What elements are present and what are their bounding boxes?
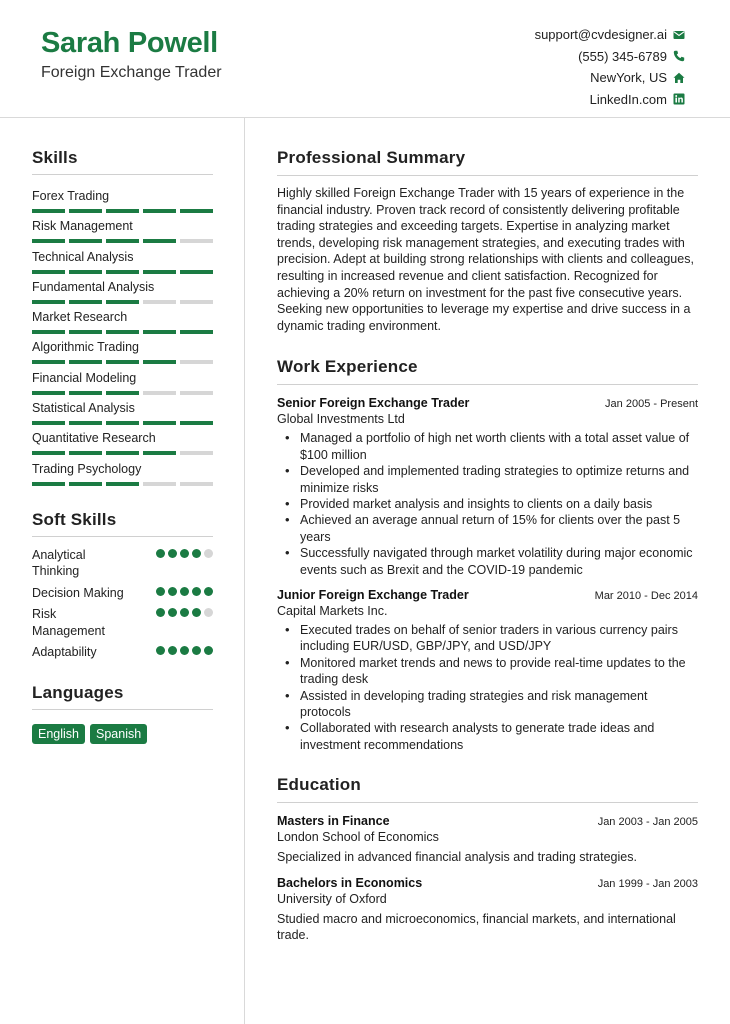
soft-skill-rating [156, 608, 213, 617]
skill-level-segment [69, 300, 102, 304]
phone-icon [673, 50, 685, 62]
rating-dot [180, 646, 189, 655]
rating-dot [156, 608, 165, 617]
rating-dot [192, 608, 201, 617]
education-list [277, 814, 698, 943]
column-divider [244, 118, 245, 1024]
soft-skill-name: Risk Management [32, 607, 105, 638]
job-bullet: • Achieved an average annual return of 15% for clients over the past 5 years [285, 512, 698, 545]
language-badge: Spanish [90, 724, 147, 744]
skill-item [32, 365, 213, 395]
contact-info [535, 24, 685, 110]
contact-email-text[interactable]: support@cvdesigner.ai [534, 27, 667, 43]
skill-level-segment [106, 239, 139, 243]
skill-level-segment [180, 421, 213, 425]
education-degree: Bachelors in Economics [277, 875, 423, 890]
job-bullet: • Executed trades on behalf of senior traders in various currency pairs including EUR/USD, GBP/JPY, and USD/JPY [285, 622, 698, 655]
job-bullets [277, 430, 698, 578]
education-entry [277, 876, 698, 944]
rating-dot [204, 608, 213, 617]
soft-skills-heading: Soft Skills [32, 510, 213, 537]
skills-heading: Skills [32, 148, 213, 175]
skill-name: Forex Trading [32, 189, 110, 203]
skill-name: Statistical Analysis [32, 401, 135, 416]
soft-skill-item [32, 644, 213, 661]
job-bullets [277, 622, 698, 753]
soft-skill-name: Analytical Thinking [32, 547, 86, 579]
skill-level-segment [143, 421, 176, 425]
soft-skills-section [32, 510, 213, 661]
rating-dot [168, 646, 177, 655]
contact-location-text: NewYork, US [590, 70, 667, 86]
soft-skill-rating [156, 587, 213, 596]
soft-skill-name: Decision Making [32, 585, 124, 600]
rating-dot [156, 646, 165, 655]
rating-dot [192, 549, 201, 558]
left-column [32, 148, 213, 744]
skill-level-segment [180, 209, 213, 213]
skill-item [32, 183, 213, 213]
summary-section [277, 148, 698, 334]
job-bullet: • Provided market analysis and insights to clients on a daily basis [285, 496, 698, 512]
skill-level-segment [32, 330, 65, 334]
contact-linkedin[interactable] [535, 89, 685, 111]
skill-name: Trading Psychology [32, 461, 142, 476]
education-degree: Masters in Finance [277, 814, 390, 829]
skill-name: Fundamental Analysis [32, 279, 155, 294]
skill-level-segment [143, 239, 176, 243]
skill-level-segment [32, 239, 65, 243]
job-entry [277, 396, 698, 578]
rating-dot [180, 549, 189, 558]
rating-dot [192, 587, 201, 596]
soft-skill-rating [156, 549, 213, 558]
home-icon [673, 72, 685, 84]
education-description: Studied macro and microeconomics, financial markets, and international trade. [277, 911, 676, 943]
education-description: Specialized in advanced financial analysis and trading strategies. [277, 850, 637, 865]
rating-dot [168, 587, 177, 596]
job-bullet: • Monitored market trends and news to provide real-time updates to the trading desk [285, 655, 698, 688]
skill-name: Market Research [32, 310, 128, 325]
skill-level-segment [106, 330, 139, 334]
contact-email[interactable] [535, 24, 685, 46]
skill-item [32, 334, 213, 364]
education-heading: Education [277, 775, 698, 803]
rating-dot [156, 549, 165, 558]
skill-level-segment [32, 451, 65, 455]
skill-level-bar [32, 330, 213, 334]
skill-level-bar [32, 239, 213, 243]
languages-section [32, 683, 213, 744]
education-entry [277, 814, 698, 865]
soft-skill-name: Adaptability [32, 645, 97, 660]
linkedin-icon [673, 93, 685, 105]
skill-level-segment [106, 209, 139, 213]
soft-skills-list [32, 547, 213, 661]
summary-text: Highly skilled Foreign Exchange Trader with 15 years of experience in the financial industry. Proven track record of consistently delivering profitable trading strategies and exceeding targets. Expertise in analyzing market trends, developing risk management strategies, and executing trades with precision. Adept at building strong relationships with clients and colleagues, resulting in increased revenue and client satisfaction. Recognized for achieving a 20% return on investment for the past five consecutive years. Seeking new opportunities to leverage my expertise and drive success in a dynamic trading environment. [277, 186, 694, 333]
skill-level-segment [180, 360, 213, 364]
skill-item [32, 425, 213, 455]
candidate-title: Foreign Exchange Trader [41, 64, 222, 81]
candidate-name: Sarah Powell [41, 27, 218, 59]
skill-level-segment [69, 270, 102, 274]
skill-level-segment [32, 209, 65, 213]
skill-level-segment [69, 421, 102, 425]
skill-level-segment [69, 391, 102, 395]
skill-item [32, 456, 213, 486]
skill-level-segment [69, 209, 102, 213]
skill-level-bar [32, 482, 213, 486]
skill-level-bar [32, 360, 213, 364]
skill-level-segment [143, 209, 176, 213]
skill-level-segment [106, 360, 139, 364]
languages-heading: Languages [32, 683, 213, 710]
skill-item [32, 244, 213, 274]
job-bullet: • Collaborated with research analysts to generate trade ideas and investment recommendations [285, 720, 698, 753]
rating-dot [168, 608, 177, 617]
skill-level-segment [106, 482, 139, 486]
skill-level-segment [180, 330, 213, 334]
skill-level-segment [69, 239, 102, 243]
skill-item [32, 304, 213, 334]
right-column [277, 148, 698, 943]
education-date: Jan 2003 - Jan 2005 [597, 816, 698, 829]
job-entry [277, 588, 698, 753]
job-date: Jan 2005 - Present [605, 398, 698, 411]
contact-phone-text[interactable]: (555) 345-6789 [578, 48, 667, 64]
skill-name: Risk Management [32, 219, 133, 234]
job-bullet: • Developed and implemented trading strategies to optimize returns and minimize risks [285, 463, 698, 496]
skill-level-segment [32, 391, 65, 395]
soft-skill-item [32, 585, 213, 602]
job-date: Mar 2010 - Dec 2014 [594, 590, 698, 602]
job-role: Senior Foreign Exchange Trader [277, 396, 470, 411]
rating-dot [156, 587, 165, 596]
languages-list [32, 724, 213, 744]
skill-level-segment [32, 270, 65, 274]
skill-level-segment [143, 451, 176, 455]
skill-level-segment [143, 270, 176, 274]
job-company: Capital Markets Inc. [277, 604, 388, 618]
resume-header [0, 0, 730, 118]
job-bullet: • Managed a portfolio of high net worth clients with a total asset value of $100 million [285, 430, 698, 463]
rating-dot [168, 549, 177, 558]
skill-level-segment [106, 270, 139, 274]
skill-level-segment [32, 482, 65, 486]
envelope-icon [673, 29, 685, 41]
rating-dot [204, 549, 213, 558]
skill-level-bar [32, 421, 213, 425]
rating-dot [204, 646, 213, 655]
skill-name: Quantitative Research [32, 431, 156, 446]
skill-level-segment [32, 300, 65, 304]
summary-heading: Professional Summary [277, 148, 698, 176]
jobs-list [277, 396, 698, 753]
skill-level-segment [106, 391, 139, 395]
skill-level-segment [32, 360, 65, 364]
education-header [277, 814, 698, 828]
work-heading: Work Experience [277, 357, 698, 385]
job-bullet: • Successfully navigated through market volatility during major economic events such as Brexit and the COVID-19 pandemic [285, 545, 698, 578]
rating-dot [192, 646, 201, 655]
skill-level-segment [180, 270, 213, 274]
contact-location [535, 67, 685, 89]
skill-level-bar [32, 451, 213, 455]
skill-level-segment [143, 360, 176, 364]
work-section [277, 357, 698, 753]
rating-dot [180, 608, 189, 617]
skill-name: Algorithmic Trading [32, 340, 139, 355]
skill-item [32, 213, 213, 243]
skill-level-segment [69, 451, 102, 455]
skill-level-segment [180, 300, 213, 304]
education-section [277, 775, 698, 943]
skill-name: Technical Analysis [32, 249, 134, 264]
soft-skill-item [32, 606, 213, 639]
skills-section [32, 148, 213, 486]
skill-level-segment [69, 330, 102, 334]
job-header [277, 396, 698, 410]
education-header [277, 876, 698, 890]
skill-level-segment [180, 391, 213, 395]
skill-level-segment [106, 421, 139, 425]
skill-level-segment [180, 451, 213, 455]
skill-level-segment [143, 482, 176, 486]
skill-level-bar [32, 300, 213, 304]
skill-level-segment [180, 482, 213, 486]
skill-level-bar [32, 209, 213, 213]
education-school: London School of Economics [277, 830, 439, 845]
skill-level-bar [32, 270, 213, 274]
contact-linkedin-text[interactable]: LinkedIn.com [589, 91, 667, 107]
job-role: Junior Foreign Exchange Trader [277, 588, 469, 602]
contact-phone[interactable] [535, 46, 685, 68]
skill-name: Financial Modeling [32, 370, 137, 385]
job-company: Global Investments Ltd [277, 412, 405, 427]
skill-level-segment [69, 482, 102, 486]
skill-level-segment [106, 451, 139, 455]
education-date: Jan 1999 - Jan 2003 [597, 877, 698, 890]
job-bullet: • Assisted in developing trading strategies and risk management protocols [285, 688, 698, 721]
skill-level-segment [143, 330, 176, 334]
soft-skill-item [32, 547, 213, 580]
skills-list [32, 183, 213, 486]
skill-level-bar [32, 391, 213, 395]
rating-dot [180, 587, 189, 596]
job-header [277, 588, 698, 602]
skill-level-segment [106, 300, 139, 304]
skill-item [32, 274, 213, 304]
language-badge: English [32, 724, 85, 744]
skill-level-segment [69, 360, 102, 364]
soft-skill-rating [156, 646, 213, 655]
education-school: University of Oxford [277, 891, 387, 906]
skill-level-segment [143, 300, 176, 304]
skill-level-segment [143, 391, 176, 395]
rating-dot [204, 587, 213, 596]
skill-level-segment [180, 239, 213, 243]
skill-level-segment [32, 421, 65, 425]
skill-item [32, 395, 213, 425]
